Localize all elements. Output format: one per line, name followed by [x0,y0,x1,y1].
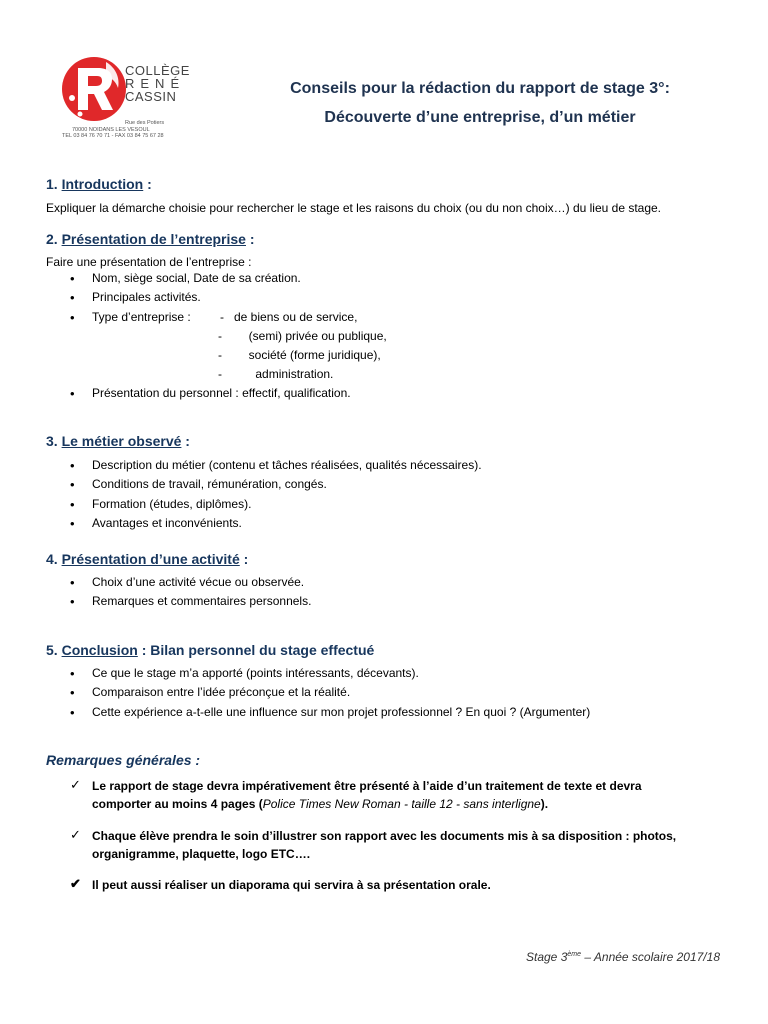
section-1-heading [46,176,152,192]
type-dash-4: - administration. [218,367,334,381]
remark-text: comporter au moins 4 pages ( [92,797,263,811]
remark-2-line-2: organigramme, plaquette, logo ETC…. [92,847,311,861]
section-2-list-end [70,384,351,403]
list-item: • Nom, siège social, Date de sa création. [70,269,301,288]
type-dash-1: - de biens ou de service, [220,310,358,324]
section-suffix: : [239,551,249,567]
list-item: • Principales activités. [70,288,301,307]
section-3-heading [46,433,190,449]
page-title: Conseils pour la rédaction du rapport de stage 3°: [290,80,670,97]
type-dash-2: - (semi) privée ou publique, [218,329,387,343]
section-3-list [70,456,482,533]
section-4-list [70,573,311,612]
section-title: Présentation d’une activité [61,551,240,567]
section-4-heading [46,551,248,567]
college-emblem-icon [60,54,128,124]
type-dash-3: - société (forme juridique), [218,348,381,362]
remark-2-line-1: Chaque élève prendra le soin d’illustrer son rapport avec les documents mis à sa disposition : photos, [92,829,677,843]
checkmark-icon: ✓ [70,827,81,842]
footer-year: – Année scolaire 2017/18 [581,950,720,964]
list-item: • Comparaison entre l’idée préconçue et la réalité. [70,683,590,702]
section-number: 4. [46,551,58,567]
list-item: • Remarques et commentaires personnels. [70,592,311,611]
logo-address2: 70000 NOIDANS LES VESOUL [72,126,150,133]
list-item: • Choix d’une activité vécue ou observée. [70,573,311,592]
section-number: 1. [46,176,58,192]
page-footer [526,950,720,964]
section-5-list [70,664,590,722]
section-2-intro: Faire une présentation de l’entreprise : [46,255,252,269]
remark-1-line-2 [92,795,548,813]
section-2-heading [46,231,255,247]
list-item: • Avantages et inconvénients. [70,514,482,533]
remark-font-spec: Police Times New Roman - taille 12 - sans interligne [262,797,541,811]
section-number: 2. [46,231,58,247]
section-suffix: : Bilan personnel du stage effectué [137,642,375,658]
college-logo [60,54,190,144]
section-5-heading [46,642,374,658]
section-suffix: : [181,433,190,449]
logo-line2: RENÉ [125,76,186,91]
page-subtitle: Découverte d’une entreprise, d’un métier [324,109,636,126]
list-item: • Cette expérience a-t-elle une influence sur mon projet professionnel ? En quoi ? (Argumenter) [70,703,590,722]
footer-sup: ème [567,951,581,958]
section-suffix: : [245,231,255,247]
section-title: Introduction [61,176,144,192]
type-item: société (forme juridique), [248,348,381,362]
remark-3-line-1: Il peut aussi réaliser un diaporama qui servira à sa présentation orale. [92,878,491,892]
remark-1-line-1: Le rapport de stage devra impérativement être présenté à l’aide d’un traitement de texte et devra [92,779,642,793]
checkmark-icon: ✓ [70,777,81,792]
list-item: • Description du métier (contenu et tâches réalisées, qualités nécessaires). [70,456,482,475]
type-item: de biens ou de service, [234,310,358,324]
section-title: Présentation de l’entreprise [61,231,246,247]
list-item: • Formation (études, diplômes). [70,495,482,514]
logo-line3: CASSIN [125,89,177,104]
logo-line1: COLLÈGE [125,63,190,78]
section-title: Conclusion [61,642,138,658]
type-item: administration. [255,367,334,381]
section-1-text: Expliquer la démarche choisie pour rechercher le stage et les raisons du choix (ou du non choix…) du lieu de stage. [46,201,662,215]
logo-tel: TEL 03 84 76 70 71 - FAX 03 84 75 67 28 [62,133,164,139]
list-item: • Présentation du personnel : effectif, qualification. [70,384,351,403]
logo-address1: Rue des Potiers [125,120,165,126]
section-number: 5. [46,642,58,658]
list-item: • Type d’entreprise : [70,308,301,327]
section-number: 3. [46,433,58,449]
list-item: • Ce que le stage m’a apporté (points intéressants, décevants). [70,664,590,683]
list-item: • Conditions de travail, rémunération, congés. [70,475,482,494]
footer-text: Stage 3 [526,950,568,964]
section-suffix: : [143,176,152,192]
checkmark-icon: ✔ [70,876,81,891]
section-title: Le métier observé [61,433,182,449]
remarks-title: Remarques générales : [46,752,201,768]
remark-text: ). [540,797,549,811]
type-item: (semi) privée ou publique, [248,329,387,343]
